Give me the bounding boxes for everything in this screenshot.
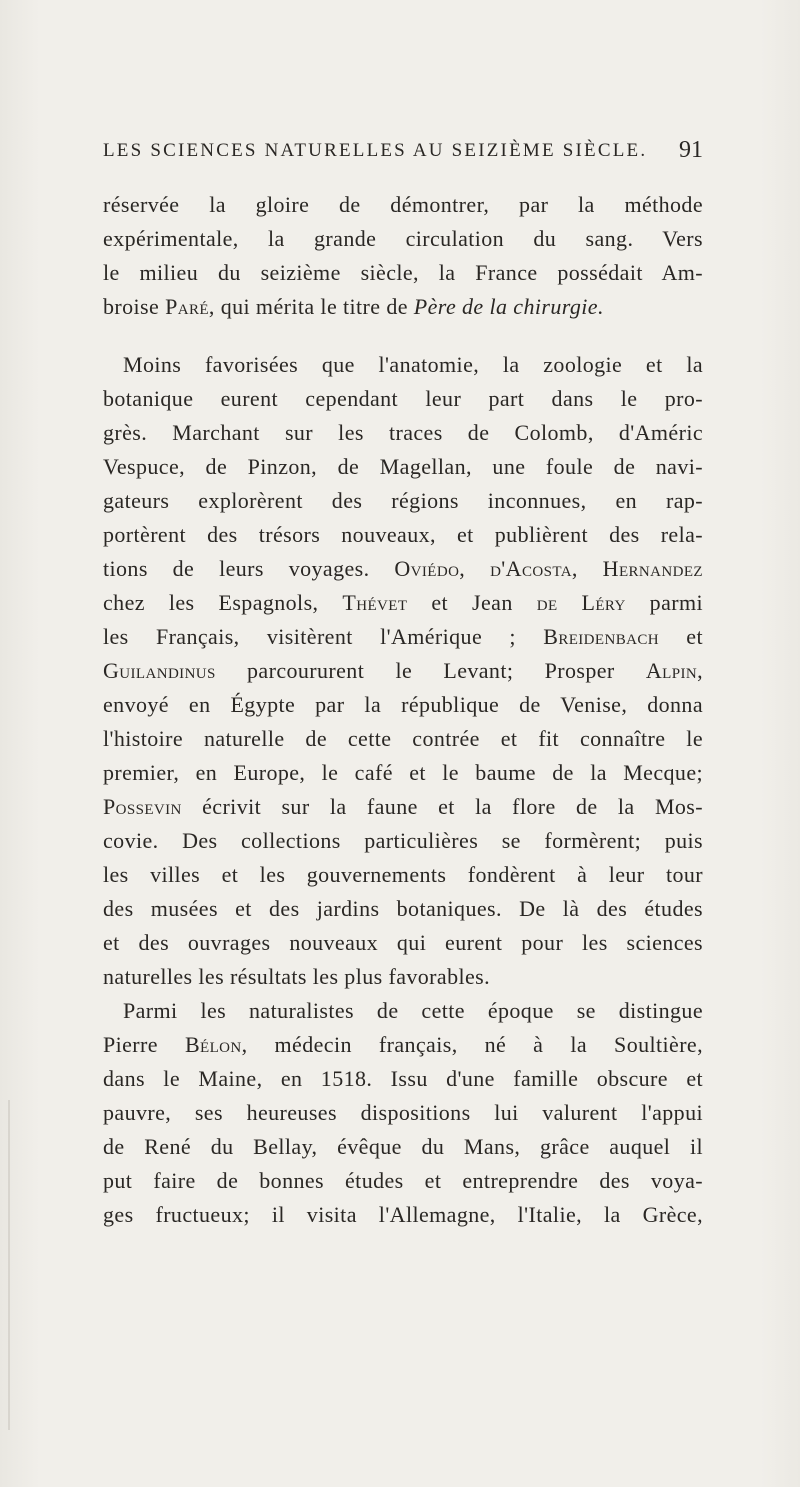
text-line: covie. Des collections particulières se formèrent; puis [103,828,703,853]
person-name: Bélon [184,1032,242,1057]
page-number: 91 [679,137,703,163]
text-line: les villes et les gouvernements fondèrent à leur tour [103,862,703,887]
person-name: Alpin [645,658,698,683]
text-run: parcoururent le Levant; Prosper [215,658,646,683]
italic-title: Père de la chirurgie. [413,294,604,319]
person-name: Paré [165,294,209,319]
text-line [103,654,703,688]
text-line: portèrent des trésors nouveaux, et publièrent des rela- [103,522,703,547]
text-line: grès. Marchant sur les traces de Colomb, d'Améric [103,420,703,445]
text-line: envoyé en Égypte par la république de Venise, donna [103,692,703,717]
body-text [103,188,703,1232]
running-title: LES SCIENCES NATURELLES AU SEIZIÈME SIÈCLE. [103,140,648,161]
paragraph-1 [103,188,703,324]
text-line [103,552,703,586]
text-line: botanique eurent cependant leur part dans le pro- [103,386,703,411]
text-line [103,620,703,654]
text-run: chez les Espagnols, [103,590,343,615]
text-line [103,290,703,324]
text-line: naturelles les résultats les plus favorables. [103,964,491,989]
text-run: broise [103,294,166,319]
text-line: et des ouvrages nouveaux qui eurent pour les sciences [103,930,703,955]
paragraph-2 [103,348,703,994]
text-run: et [659,624,703,649]
text-run: parmi [625,590,703,615]
text-run: tions de leurs voyages. [103,556,395,581]
text-line: dans le Maine, en 1518. Issu d'une famille obscure et [103,1066,703,1091]
text-line [103,586,703,620]
text-line: l'histoire naturelle de cette contrée et fit connaître le [103,726,703,751]
text-line: Vespuce, de Pinzon, de Magellan, une foule de navi- [103,454,703,479]
text-run: , [697,658,703,683]
running-head [103,137,703,170]
paragraph-gap [103,324,703,348]
person-names: Oviédo, d'Acosta, Hernandez [394,556,703,581]
person-name: Guilandinus [103,658,216,683]
text-line: put faire de bonnes études et entreprendre des voya- [103,1168,703,1193]
page-edge-shadow [8,1100,10,1430]
text-line [103,790,703,824]
text-line: des musées et des jardins botaniques. De là des études [103,896,703,921]
text-line [103,1028,703,1062]
text-run: écrivit sur la faune et la flore de la Mos- [181,794,703,819]
text-line: ges fructueux; il visita l'Allemagne, l'Italie, la Grèce, [103,1202,703,1227]
text-run: Pierre [103,1032,185,1057]
person-name: de Léry [536,590,626,615]
text-line: gateurs explorèrent des régions inconnues, en rap- [103,488,703,513]
text-line: pauvre, ses heureuses dispositions lui valurent l'appui [103,1100,703,1125]
text-line: premier, en Europe, le café et le baume de la Mecque; [103,760,703,785]
text-line: de René du Bellay, évêque du Mans, grâce auquel il [103,1134,703,1159]
text-line: Parmi les naturalistes de cette époque se distingue [123,998,703,1023]
text-line: expérimentale, la grande circulation du sang. Vers [103,226,703,251]
text-run: , qui mérita le titre de [208,294,414,319]
person-name: Thévet [342,590,408,615]
person-name: Breidenbach [543,624,659,649]
text-line: Moins favorisées que l'anatomie, la zoologie et la [123,352,703,377]
text-line: le milieu du seizième siècle, la France possédait Am- [103,260,703,285]
person-name: Possevin [103,794,182,819]
paragraph-3 [103,994,703,1232]
text-line: réservée la gloire de démontrer, par la méthode [103,192,703,217]
text-run: les Français, visitèrent l'Amérique ; [103,624,544,649]
text-run: , médecin français, né à la Soultière, [241,1032,703,1057]
text-run: et Jean [407,590,537,615]
